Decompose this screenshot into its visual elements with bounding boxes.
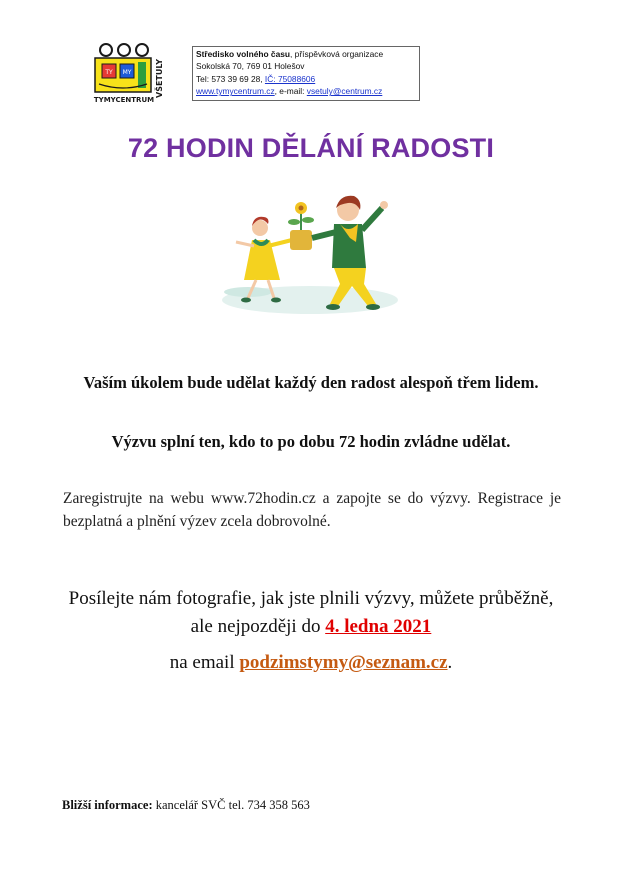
- org-address: Sokolská 70, 769 01 Holešov: [196, 61, 305, 72]
- organization-info-box: [192, 46, 420, 101]
- svg-text:TY: TY: [105, 69, 113, 76]
- task-text: Vaším úkolem bude udělat každý den radost alespoň třem lidem.: [83, 373, 539, 392]
- contact-email-link[interactable]: podzimstymy@seznam.cz: [239, 652, 448, 673]
- email-paragraph: [0, 652, 622, 674]
- org-name: Středisko volného času: [196, 49, 291, 59]
- registration-text: Zaregistrujte na webu www.72hodin.cz a zapojte se do výzvy. Registrace je bezplatná a plnění výzev zcela dobrovolné.: [63, 490, 561, 530]
- email-prefix: na email: [169, 652, 240, 673]
- footer-info: [62, 798, 310, 813]
- page-title: 72 HODIN DĚLÁNÍ RADOSTI: [127, 133, 495, 163]
- org-email-link[interactable]: vsetuly@centrum.cz: [306, 86, 383, 97]
- org-phone: Tel: 573 39 69 28,: [196, 73, 265, 84]
- challenge-text: Výzvu splní ten, kdo to po dobu 72 hodin zvládne udělat.: [111, 432, 511, 451]
- email-label: , e-mail:: [274, 86, 307, 97]
- tymycentrum-logo: [90, 40, 186, 106]
- org-type: , příspěvková organizace: [290, 49, 384, 59]
- photos-paragraph: [60, 585, 562, 641]
- children-with-flower-illustration: [200, 188, 420, 323]
- email-suffix: .: [447, 652, 453, 673]
- footer-label: Bližší informace:: [62, 798, 153, 812]
- deadline-date: 4. ledna 2021: [325, 616, 432, 637]
- footer-text: kancelář SVČ tel. 734 358 563: [152, 798, 310, 812]
- svg-text:VŠETULY: VŠETULY: [155, 58, 164, 98]
- svg-text:TYMYCENTRUM: TYMYCENTRUM: [93, 96, 155, 104]
- org-ic-link[interactable]: IČ: 75088606: [264, 73, 316, 84]
- photos-text: Posílejte nám fotografie, jak jste plnili výzvy, můžete průběžně, ale nejpozději do: [68, 588, 554, 637]
- svg-text:MY: MY: [122, 69, 132, 76]
- website-link[interactable]: www.tymycentrum.cz: [196, 86, 275, 97]
